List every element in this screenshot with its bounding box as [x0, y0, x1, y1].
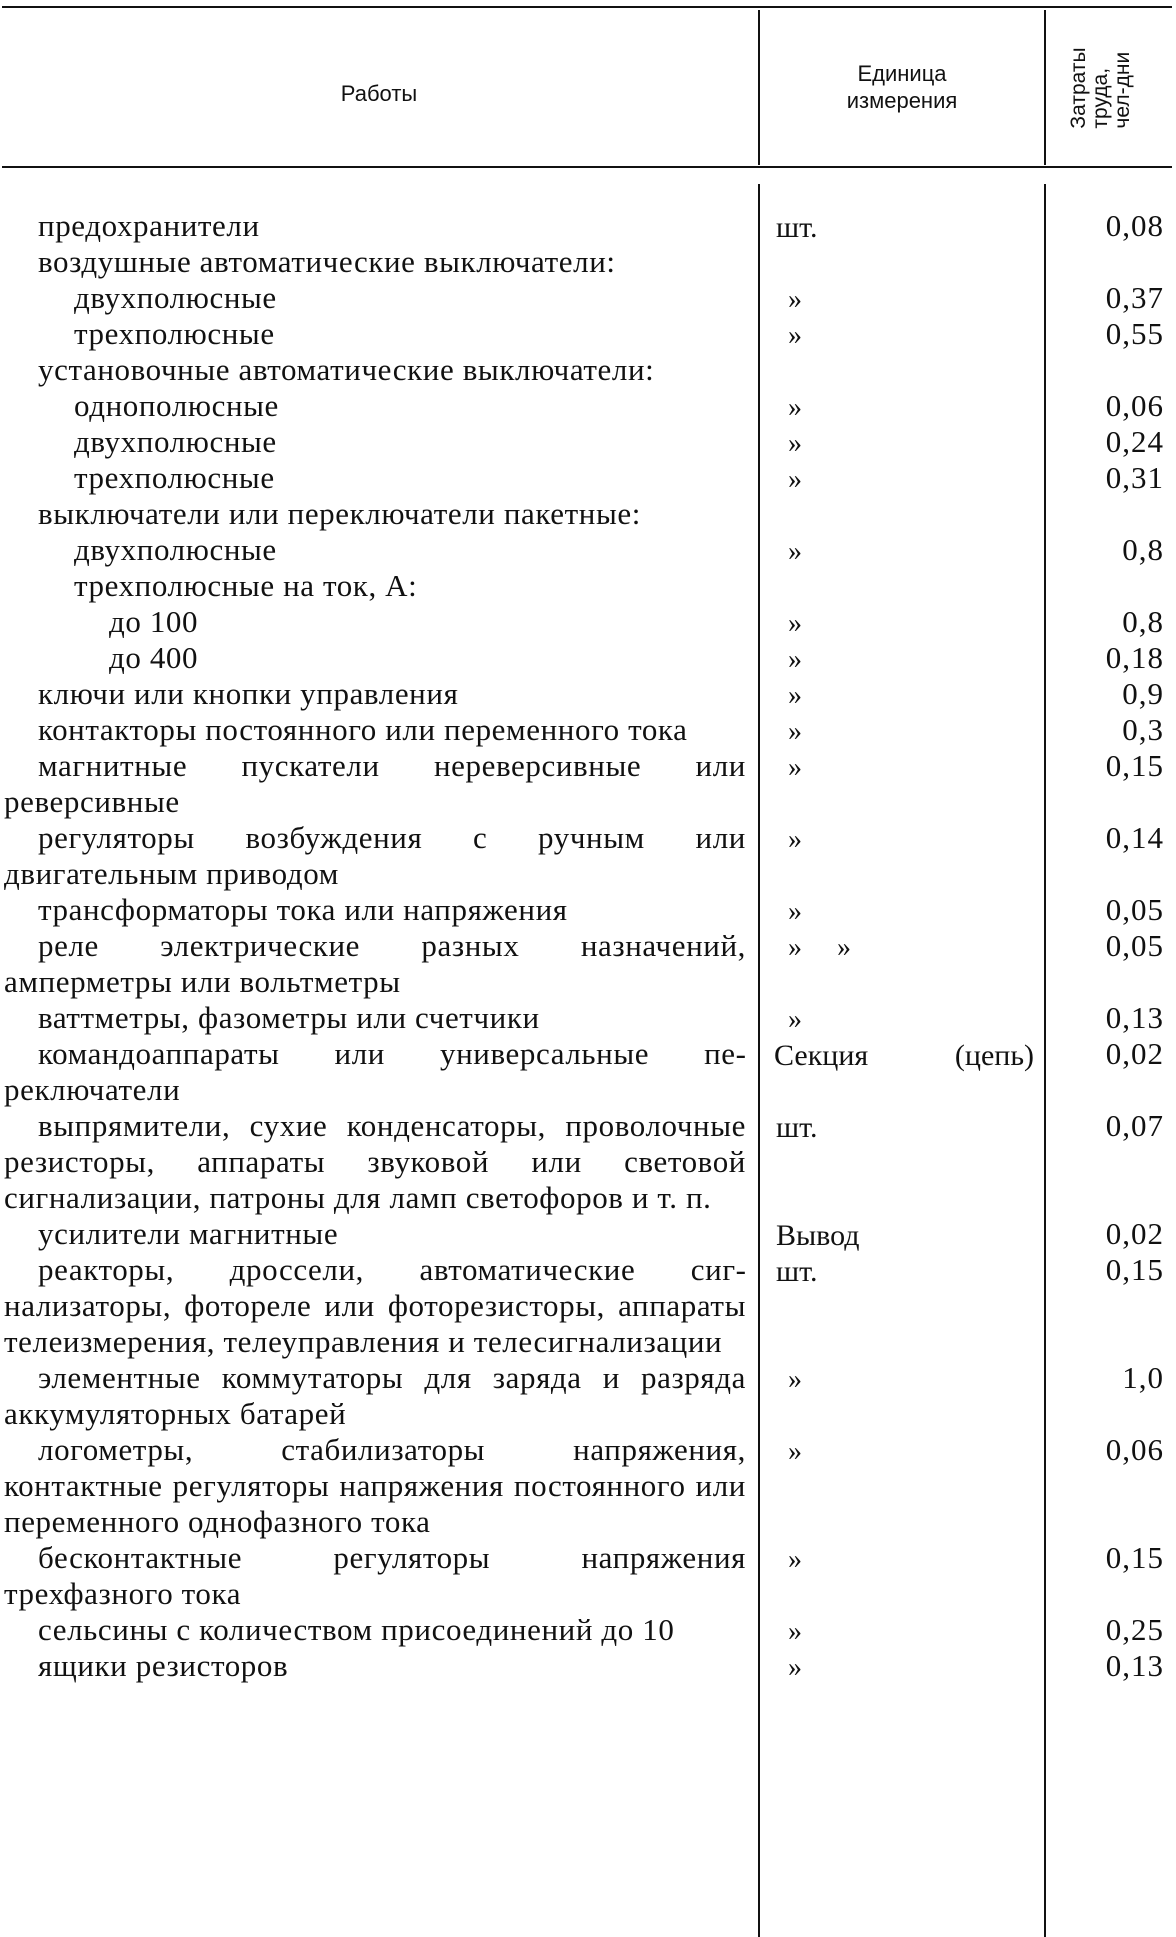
table-row [0, 1648, 1176, 1684]
unit-cell: » [788, 1364, 802, 1395]
table-row [0, 496, 1176, 532]
cost-cell: 0,02 [1105, 1036, 1164, 1071]
cost-cell: 0,55 [1105, 316, 1164, 351]
table-row [0, 352, 1176, 388]
cost-cell: 0,24 [1105, 424, 1164, 459]
cost-cell: 0,05 [1105, 892, 1164, 927]
work-cell: ваттметры, фазометры или счетчики [38, 1000, 540, 1035]
work-cell: однополюсные [74, 388, 279, 423]
unit-cell: » [788, 824, 802, 855]
table-row [0, 1000, 1176, 1036]
unit-cell: » [788, 896, 802, 927]
header-column-divider [758, 10, 760, 165]
work-cell: установочные автоматические выключатели: [38, 352, 655, 387]
table-row [0, 640, 1176, 676]
work-cell: двухполюсные [74, 532, 277, 567]
work-cell: магнитные пускатели нереверсивные или реверсивные [4, 748, 746, 819]
work-cell: выключатели или переключатели пакетные: [38, 496, 641, 531]
work-cell: трехполюсные [74, 460, 275, 495]
table-row [0, 568, 1176, 604]
cost-cell: 0,25 [1105, 1612, 1164, 1647]
work-cell: ключи или кнопки управления [38, 676, 459, 711]
work-cell: предохранители [38, 208, 260, 243]
table-row [0, 280, 1176, 316]
unit-cell: » [788, 464, 802, 495]
table-row [0, 1360, 1176, 1432]
table-row [0, 532, 1176, 568]
cost-cell: 0,14 [1105, 820, 1164, 855]
unit-cell: » [788, 1004, 802, 1035]
work-cell: логометры, стабилизаторы напряжения, контактные регуляторы напряжения постоянного или переменного однофазного тока [4, 1432, 746, 1539]
cost-cell: 0,08 [1105, 208, 1164, 243]
header-top-rule [2, 6, 1172, 8]
work-cell: контакторы постоянного или переменного тока [38, 712, 688, 747]
table-row [0, 1252, 1176, 1360]
unit-cell: » [788, 320, 802, 351]
unit-cell [774, 1038, 1034, 1074]
column-header-works: Работы [340, 81, 418, 106]
table-row [0, 460, 1176, 496]
unit-word: (цепь) [954, 1039, 1034, 1072]
cost-cell: 0,18 [1105, 640, 1164, 675]
column-header-cost [1053, 16, 1173, 161]
table-row [0, 820, 1176, 892]
table-row [0, 676, 1176, 712]
cost-cell: 0,07 [1105, 1108, 1164, 1143]
work-cell: трехполюсные [74, 316, 275, 351]
cost-cell: 0,31 [1105, 460, 1164, 495]
column-header-cost-line: чел-дни [1111, 51, 1134, 129]
work-cell: командоаппараты или универсальные переключатели [4, 1036, 746, 1107]
cost-cell: 0,06 [1105, 388, 1164, 423]
cost-cell: 0,8 [1122, 604, 1164, 639]
unit-cell: шт. [776, 211, 818, 244]
unit-cell: » [788, 392, 802, 423]
work-cell: двухполюсные [74, 280, 277, 315]
work-cell: регуляторы возбуждения с ручным или двигательным приводом [4, 820, 746, 891]
work-cell: двухполюсные [74, 424, 277, 459]
table-row [0, 424, 1176, 460]
work-cell: элементные коммутаторы для заряда и разряда аккумуляторных батарей [4, 1360, 746, 1431]
column-header-unit-line: измерения [846, 88, 958, 113]
cost-cell: 0,02 [1105, 1216, 1164, 1251]
work-cell: трехполюсные на ток, А: [74, 568, 418, 603]
cost-cell: 0,9 [1122, 676, 1164, 711]
unit-cell: шт. [776, 1111, 818, 1144]
table-row [0, 388, 1176, 424]
table-row [0, 748, 1176, 820]
unit-cell: » [788, 536, 802, 567]
table-row [0, 316, 1176, 352]
cost-cell: 0,05 [1105, 928, 1164, 963]
cost-cell: 0,13 [1105, 1648, 1164, 1683]
unit-cell: » [788, 1544, 802, 1575]
unit-cell: » [788, 284, 802, 315]
cost-cell: 0,37 [1105, 280, 1164, 315]
cost-cell: 0,15 [1105, 1540, 1164, 1575]
table-row [0, 892, 1176, 928]
table-row [0, 244, 1176, 280]
unit-word: Секция [774, 1039, 869, 1072]
cost-cell: 1,0 [1122, 1360, 1164, 1395]
table-body [0, 208, 1176, 1684]
table-row [0, 604, 1176, 640]
column-header-unit [762, 60, 1042, 114]
work-cell: ящики резисторов [38, 1648, 289, 1683]
work-cell: до 400 [109, 640, 199, 675]
table-row [0, 1216, 1176, 1252]
unit-cell: » [788, 644, 802, 675]
work-cell: трансформаторы тока или напряжения [38, 892, 568, 927]
cost-cell: 0,15 [1105, 1252, 1164, 1287]
unit-cell: » [788, 608, 802, 639]
cost-cell: 0,8 [1122, 532, 1164, 567]
column-header-cost-line: труда, [1089, 67, 1112, 129]
table-row [0, 928, 1176, 1000]
column-header-unit-line: Единица [857, 61, 947, 86]
work-cell: выпрямители, сухие конденсаторы, проволочные резисторы, аппараты звуковой или световой сигнализации, патроны для ламп светофоров и т. п. [4, 1108, 746, 1215]
cost-cell: 0,13 [1105, 1000, 1164, 1035]
work-cell: усилители магнитные [38, 1216, 339, 1251]
table-row [0, 1432, 1176, 1540]
table-row [0, 1540, 1176, 1612]
unit-cell: » » [788, 932, 851, 963]
column-header-cost-line: Затраты [1067, 47, 1090, 129]
unit-cell: » [788, 1652, 802, 1683]
unit-cell: » [788, 680, 802, 711]
cost-cell: 0,06 [1105, 1432, 1164, 1467]
work-cell: сельсины с количеством присоединений до 10 [38, 1612, 675, 1647]
header-bottom-rule [2, 166, 1172, 168]
column-header-cost-text [1068, 47, 1134, 128]
work-cell: реакторы, дроссели, автоматические сигнализаторы, фотореле или фоторезисторы, аппараты телеизмерения, телеуправления и телесигнализации [4, 1252, 746, 1359]
work-cell: бесконтактные регуляторы напряжения трехфазного тока [4, 1540, 746, 1611]
work-cell: до 100 [109, 604, 199, 639]
work-cell: реле электрические разных назначений, амперметры или вольтметры [4, 928, 746, 999]
table-row [0, 1108, 1176, 1216]
unit-cell: » [788, 716, 802, 747]
unit-cell: шт. [776, 1255, 818, 1288]
table-row [0, 1612, 1176, 1648]
table-row [0, 712, 1176, 748]
table-row [0, 208, 1176, 244]
unit-cell: » [788, 1436, 802, 1467]
header-column-divider [1044, 10, 1046, 165]
unit-cell: » [788, 752, 802, 783]
unit-cell: » [788, 428, 802, 459]
unit-cell: » [788, 1616, 802, 1647]
unit-cell: Вывод [776, 1219, 860, 1252]
work-cell: воздушные автоматические выключатели: [38, 244, 616, 279]
table-row [0, 1036, 1176, 1108]
cost-cell: 0,15 [1105, 748, 1164, 783]
cost-cell: 0,3 [1122, 712, 1164, 747]
